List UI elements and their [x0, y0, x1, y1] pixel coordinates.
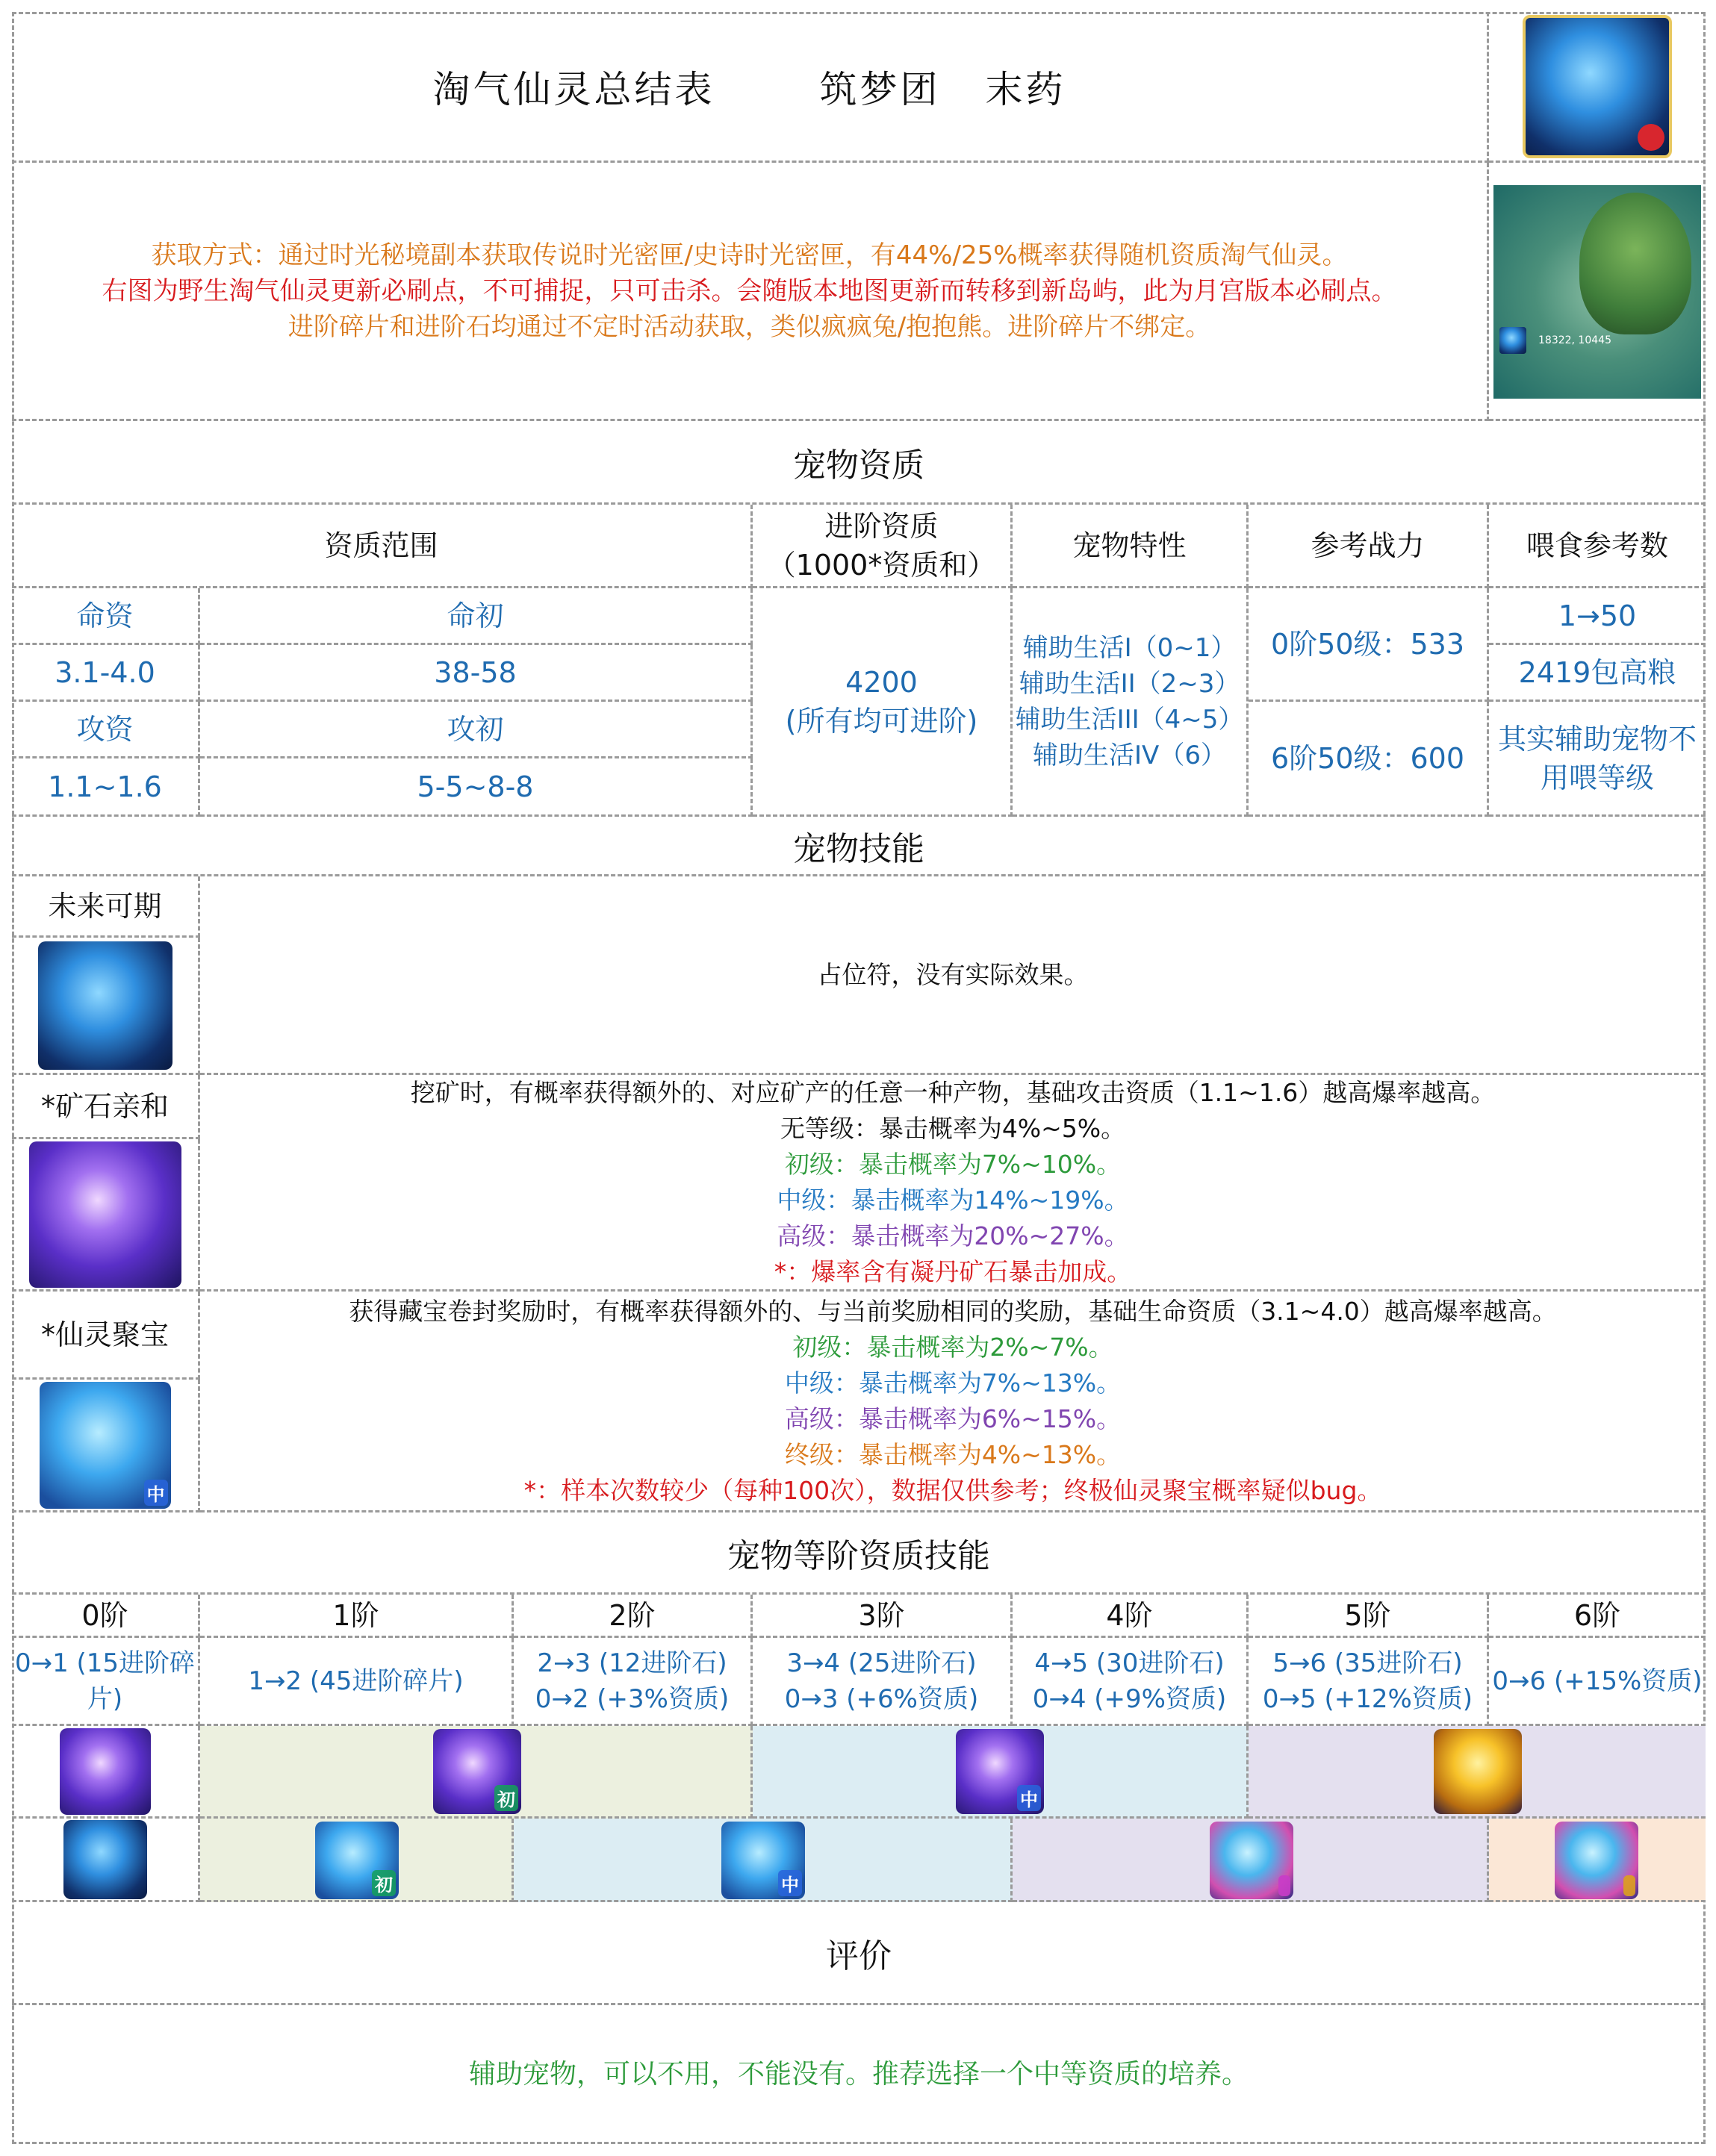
aptitude-label: 1.1~1.6 — [12, 758, 200, 817]
team-name: 筑梦团 — [819, 67, 941, 111]
power-level-6: 6阶50级：600 — [1249, 702, 1489, 817]
avatar-cell — [1489, 12, 1706, 163]
feed-note: 其实辅助宠物不 用喂等级 — [1489, 702, 1706, 817]
tier-header-1: 1阶 — [200, 1595, 514, 1638]
tier-band-ultimate — [1489, 1819, 1706, 1902]
skill-name: *仙灵聚宝 — [12, 1292, 200, 1380]
tier-desc-1: 1→2 (45进阶碎片) — [200, 1638, 514, 1726]
pet-icon — [63, 1820, 147, 1899]
gold-ore-icon — [1434, 1729, 1522, 1814]
spawn-map-image — [1493, 185, 1701, 399]
tier-header-4: 4阶 — [1013, 1595, 1249, 1638]
skill-description: 占位符，没有实际效果。 — [200, 876, 1706, 1075]
tier-desc-2: 2→3 (12进阶石) 0→2 (+3%资质) — [514, 1638, 753, 1726]
ore-gem-icon: 初 — [433, 1729, 521, 1814]
tier-desc-0: 0→1 (15进阶碎 片) — [12, 1638, 200, 1726]
skills-section-title: 宠物技能 — [12, 817, 1706, 876]
tier-header-0: 0阶 — [12, 1595, 200, 1638]
review-section-title: 评价 — [12, 1902, 1706, 2005]
aptitude-section-title: 宠物资质 — [12, 421, 1706, 505]
treasure-chest-icon: 中 — [40, 1382, 171, 1509]
pet-icon — [38, 941, 172, 1070]
header-range: 资质范围 — [12, 505, 753, 588]
power-level-0: 0阶50级：533 — [1249, 588, 1489, 702]
tier-band-beginner — [200, 1819, 514, 1902]
review-text: 辅助宠物，可以不用，不能没有。推荐选择一个中等资质的培养。 — [468, 2059, 1249, 2090]
aptitude-label: 攻资 — [12, 702, 200, 758]
tier-header-6: 6阶 — [1489, 1595, 1706, 1638]
tier-header-2: 2阶 — [514, 1595, 753, 1638]
ore-gem-icon — [29, 1141, 181, 1288]
skill-description: 获得藏宝卷封奖励时，有概率获得额外的、与当前奖励相同的奖励，基础生命资质（3.1~4.0）越高爆率越高。 初级：暴击概率为2%~7%。 中级：暴击概率为7%~13%。 高级：暴击概率为6%~15%。 终级：暴击概率为4%~13%。 *：样本次数较少（每种100次），数据仅供参考；终极仙灵聚宝概率疑似bug。 — [200, 1292, 1706, 1512]
header-feed: 喂食参考数 — [1489, 505, 1706, 588]
pet-avatar-icon — [1523, 15, 1672, 158]
treasure-chest-icon — [1555, 1822, 1638, 1899]
treasure-chest-icon — [1210, 1822, 1293, 1899]
tier-band-middle — [514, 1819, 1013, 1902]
intro-line-1: 获取方式：通过时光秘境副本获取传说时光密匣/史诗时光密匣，有44%/25%概率获得随机资质淘气仙灵。 — [151, 240, 1348, 270]
devil-badge-icon — [1638, 124, 1664, 151]
trait-list: 辅助生活I（0~1） 辅助生活II（2~3） 辅助生活III（4~5） 辅助生活IV（6） — [1013, 588, 1249, 817]
aptitude-label: 命资 — [12, 588, 200, 645]
feed-amount: 2419包高粮 — [1489, 645, 1706, 702]
tier-band-high — [1249, 1726, 1706, 1819]
skill-icon-cell — [12, 938, 200, 1075]
tier-band-high — [1013, 1819, 1489, 1902]
aptitude-value: 5-5~8-8 — [200, 758, 753, 817]
skill-icon-cell — [12, 1380, 200, 1512]
tier-skill-cell — [12, 1819, 200, 1902]
aptitude-value: 38-58 — [200, 645, 753, 702]
feed-range: 1→50 — [1489, 588, 1706, 645]
tier-skill-cell — [12, 1726, 200, 1819]
skill-icon-cell — [12, 1139, 200, 1292]
tier-header-3: 3阶 — [753, 1595, 1013, 1638]
header-row — [12, 12, 1489, 163]
advance-aptitude: 4200 (所有均可进阶) — [753, 588, 1013, 817]
ore-gem-icon: 中 — [956, 1729, 1044, 1814]
skill-name: 未来可期 — [12, 876, 200, 938]
map-cell — [1489, 163, 1706, 421]
author-name: 末药 — [985, 67, 1066, 111]
header-power: 参考战力 — [1249, 505, 1489, 588]
tier-desc-3: 3→4 (25进阶石) 0→3 (+6%资质) — [753, 1638, 1013, 1726]
header-advance: 进阶资质 （1000*资质和） — [753, 505, 1013, 588]
tree-icon — [1579, 193, 1691, 334]
tier-band-beginner — [200, 1726, 753, 1819]
treasure-chest-icon: 中 — [721, 1822, 805, 1899]
treasure-chest-icon: 初 — [315, 1822, 399, 1899]
tier-desc-5: 5→6 (35进阶石) 0→5 (+12%资质) — [1249, 1638, 1489, 1726]
aptitude-label: 3.1-4.0 — [12, 645, 200, 702]
tier-header-5: 5阶 — [1249, 1595, 1489, 1638]
aptitude-value: 攻初 — [200, 702, 753, 758]
tier-band-middle — [753, 1726, 1249, 1819]
pet-marker-icon — [1499, 327, 1526, 354]
header-trait: 宠物特性 — [1013, 505, 1249, 588]
skill-description: 挖矿时，有概率获得额外的、对应矿产的任意一种产物，基础攻击资质（1.1~1.6）越高爆率越高。 无等级：暴击概率为4%~5%。 初级：暴击概率为7%~10%。 中级：暴击概率为14%~19%。 高级：暴击概率为20%~27%。 *：爆率含有凝丹矿石暴击加成。 — [200, 1075, 1706, 1292]
page-title: 淘气仙灵总结表 — [432, 67, 715, 111]
skill-name: *矿石亲和 — [12, 1075, 200, 1139]
tier-desc-6: 0→6 (+15%资质) — [1489, 1638, 1706, 1726]
map-coordinates: 18322, 10445 — [1538, 334, 1611, 346]
intro-line-2: 右图为野生淘气仙灵更新必刷点，不可捕捉，只可击杀。会随版本地图更新而转移到新岛屿，此为月宫版本必刷点。 — [102, 275, 1397, 306]
aptitude-value: 命初 — [200, 588, 753, 645]
intro-text — [12, 163, 1489, 421]
intro-line-3: 进阶碎片和进阶石均通过不定时活动获取，类似疯疯兔/抱抱熊。进阶碎片不绑定。 — [287, 311, 1211, 342]
ore-gem-icon — [60, 1728, 151, 1815]
tier-desc-4: 4→5 (30进阶石) 0→4 (+9%资质) — [1013, 1638, 1249, 1726]
tiers-section-title: 宠物等阶资质技能 — [12, 1512, 1706, 1595]
